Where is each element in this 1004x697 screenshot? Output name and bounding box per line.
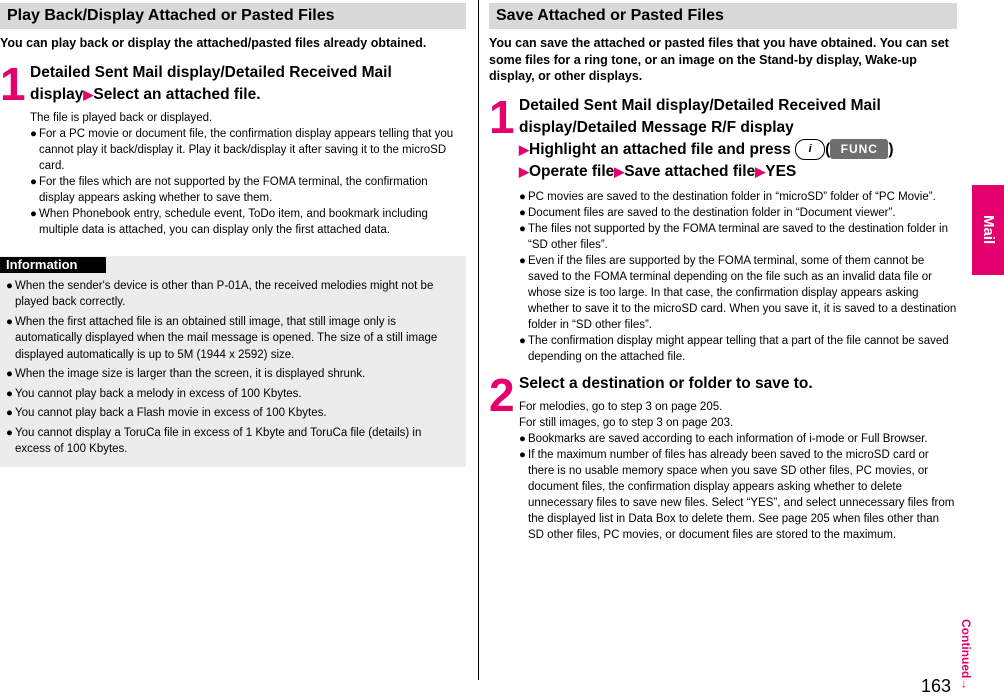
triangle-arrow-icon: ▶ <box>519 163 529 179</box>
step-number: 1 <box>489 90 515 143</box>
bullet-icon: ● <box>6 279 13 292</box>
bullet-icon: ● <box>30 207 37 220</box>
section-header-save: Save Attached or Pasted Files <box>489 3 957 29</box>
step-title-part: Operate file <box>529 162 615 180</box>
bullet-list <box>30 126 466 238</box>
bullet-icon: ● <box>6 426 13 439</box>
bullet-icon: ● <box>6 387 13 400</box>
step-1 <box>0 57 466 238</box>
step-description: The file is played back or displayed. <box>30 111 213 124</box>
step-title-part: YES <box>765 162 797 180</box>
bullet-icon: ● <box>519 206 526 219</box>
list-item: ● Document files are saved to the destination folder in “Document viewer”. <box>519 206 896 219</box>
step-description: For melodies, go to step 3 on page 205. <box>519 400 723 413</box>
step-title-part: Detailed Sent Mail display/Detailed Received Mail display <box>30 63 392 103</box>
left-column <box>0 0 466 467</box>
step-1 <box>489 90 957 365</box>
list-item: ● When the sender's device is other than P-01A, the received melodies might not be played back correctly. <box>6 279 434 308</box>
list-item: ● PC movies are saved to the destination folder in “microSD” folder of “PC Movie”. <box>519 190 936 203</box>
step-title-part: Save attached file <box>624 162 756 180</box>
step-number: 1 <box>0 57 26 110</box>
step-title-part: Highlight an attached file and press <box>529 140 791 158</box>
func-key-icon: FUNC <box>830 139 888 159</box>
list-item: ● For a PC movie or document file, the confirmation display appears telling that you cannot play it back/display it. Play it back/display it after saving it to the microSD card. <box>30 127 454 172</box>
information-box <box>0 256 466 467</box>
bullet-icon: ● <box>30 127 37 140</box>
information-list <box>6 278 460 458</box>
list-item: ● When Phonebook entry, schedule event, ToDo item, and bookmark including multiple data is attached, you can display only the first attached data. <box>30 207 428 236</box>
step-title-part: Detailed Sent Mail display/Detailed Received Mail display/Detailed Message R/F display <box>519 96 881 136</box>
list-item: ● The confirmation display might appear telling that a part of the file cannot be saved depending on the attached file. <box>519 334 949 363</box>
bullet-icon: ● <box>519 222 526 235</box>
right-column <box>489 0 957 543</box>
continued-label: Continued→ <box>959 618 973 690</box>
list-item: ● You cannot display a ToruCa file in excess of 1 Kbyte and ToruCa file (details) in excess of 100 Kbytes. <box>6 426 422 455</box>
list-item: ● The files not supported by the FOMA terminal are saved to the destination folder in “SD other files”. <box>519 222 948 251</box>
step-title <box>30 62 466 106</box>
bullet-list <box>519 431 957 543</box>
column-divider <box>478 0 479 680</box>
side-tab-mail: Mail <box>972 185 1004 275</box>
list-item: ● If the maximum number of files has already been saved to the microSD card or there is no usable memory space when you save SD other files, PC movies, or document files, the confirmation display appears asking whether to delete unnecessary files to save new files. Select “YES”, and select unnecessary files from the displayed list in Data Box to delete them. See page 205 when files other than SD other files, PC movies, or document files are stored to the maximum. <box>519 448 955 541</box>
list-item: ● Bookmarks are saved according to each information of i-mode or Full Browser. <box>519 432 928 445</box>
list-item: ● When the first attached file is an obtained still image, that still image only is automatically displayed when the mail message is opened. The size of a still image displayed automatically is up to 5M (1944 x 2592) size. <box>6 315 438 361</box>
page-number: 163 <box>921 676 952 696</box>
step-title: Select a destination or folder to save to. <box>519 374 813 392</box>
bullet-icon: ● <box>519 334 526 347</box>
step-description: For still images, go to step 3 on page 203. <box>519 416 734 429</box>
triangle-arrow-icon: ▶ <box>755 163 766 179</box>
step-2 <box>489 368 957 543</box>
bullet-icon: ● <box>519 432 526 445</box>
bullet-icon: ● <box>6 407 13 419</box>
bullet-list <box>519 189 957 365</box>
bullet-icon: ● <box>6 368 13 380</box>
list-item: ● You cannot play back a melody in excess of 100 Kbytes. <box>6 386 460 403</box>
bullet-icon: ● <box>30 175 37 188</box>
triangle-arrow-icon: ▶ <box>83 86 94 102</box>
i-mode-key-icon: i <box>795 139 825 160</box>
bullet-icon: ● <box>6 315 13 328</box>
list-item: ● Even if the files are supported by the FOMA terminal, some of them cannot be saved to the FOMA terminal depending on the file such as an invalid data file or whose size is too large. In that case, the confirmation display appears asking whether to save it to the microSD card. When you save it, it is saved to a destination folder in “SD other files”. <box>519 254 957 331</box>
information-label: Information <box>0 257 106 273</box>
step-title: Detailed Sent Mail display/Detailed Received Mail display/Detailed Message R/F display ▶Highlight an attached file and press i ( FUNC ) ▶Operate file▶Save attached file▶YES <box>519 96 894 180</box>
bullet-icon: ● <box>519 190 526 203</box>
list-item: ● You cannot play back a Flash movie in excess of 100 Kbytes. <box>6 405 460 422</box>
list-item: ● When the image size is larger than the screen, it is displayed shrunk. <box>6 366 460 383</box>
step-title-part: Select an attached file. <box>93 85 261 103</box>
bullet-icon: ● <box>519 448 526 461</box>
step-number: 2 <box>489 368 515 421</box>
list-item: ● For the files which are not supported by the FOMA terminal, the confirmation display appears asking whether to save them. <box>30 175 428 204</box>
triangle-arrow-icon: ▶ <box>519 141 529 157</box>
intro-text: You can save the attached or pasted files that you have obtained. You can set some files for a ring tone, or an image on the Stand-by display, Wake-up display, or other displays. <box>489 36 949 83</box>
intro-text: You can play back or display the attached/pasted files already obtained. <box>0 36 427 50</box>
bullet-icon: ● <box>519 254 526 267</box>
section-header-play-back: Play Back/Display Attached or Pasted Files <box>0 3 466 29</box>
triangle-arrow-icon: ▶ <box>614 163 625 179</box>
